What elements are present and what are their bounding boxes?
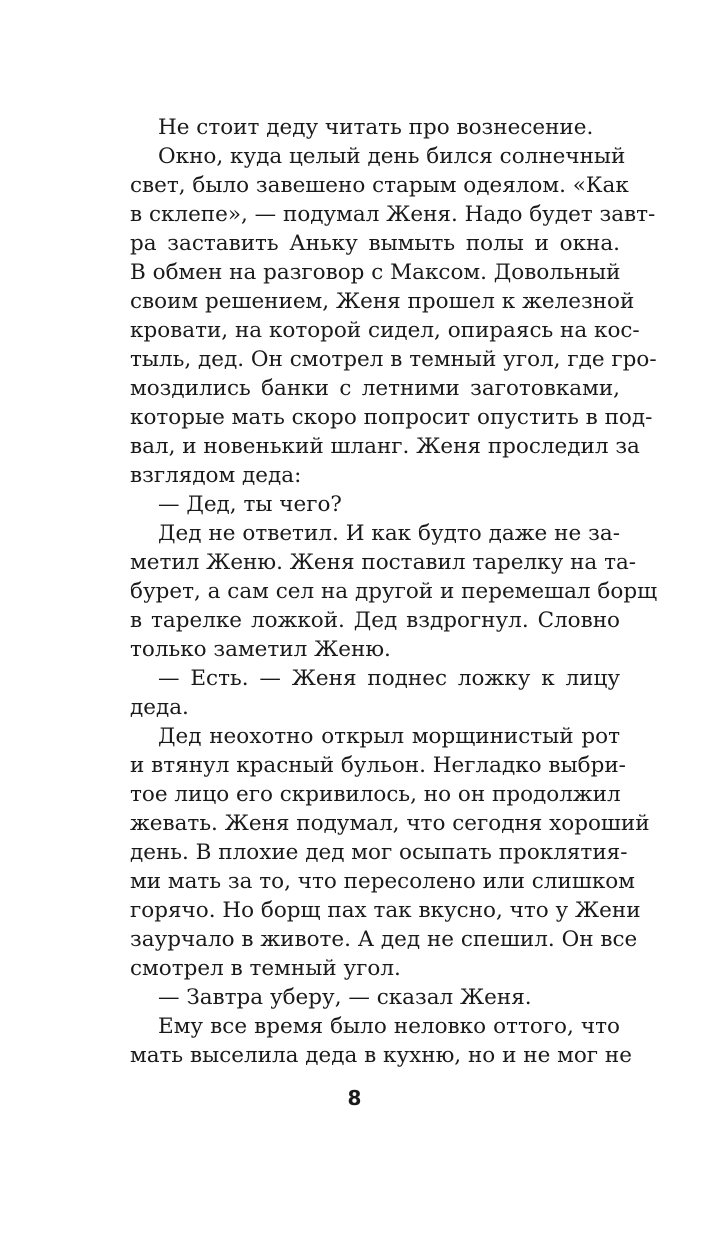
text-line: мать выселила деда в кухню, но и не мог не [130, 1043, 632, 1068]
text-line: день. В плохие дед мог осыпать проклятия- [130, 840, 628, 865]
text-line: бурет, а сам сел на другой и перемешал борщ [130, 579, 658, 604]
text-line: свет, было завешено старым одеялом. «Как [130, 173, 629, 198]
text-line: заурчало в животе. А дед не спешил. Он все [130, 927, 638, 952]
text-line: взглядом деда: [130, 463, 302, 488]
text-line: ми мать за то, что пересолено или слишком [130, 869, 635, 894]
text-line: моздились банки с летними заготовками, [130, 376, 620, 401]
page-number: 8 [347, 1086, 362, 1110]
text-line: ра заставить Аньку вымыть полы и окна. [130, 231, 620, 256]
text-line: Дед не ответил. И как будто даже не за- [158, 521, 620, 546]
text-line: жевать. Женя подумал, что сегодня хороший [130, 811, 650, 836]
text-line: тое лицо его скривилось, но он продолжил [130, 782, 621, 807]
text-line: и втянул красный бульон. Негладко выбри- [130, 753, 626, 778]
text-line: деда. [130, 695, 189, 720]
text-line: которые мать скоро попросит опустить в под- [130, 405, 653, 430]
text-line: вал, и новенький шланг. Женя проследил за [130, 434, 640, 459]
text-line: Окно, куда целый день бился солнечный [158, 144, 626, 169]
text-line: кровати, на которой сидел, опираясь на кос- [130, 318, 640, 343]
text-line: Не стоит деду читать про вознесение. [158, 115, 594, 140]
text-line: метил Женю. Женя поставил тарелку на та- [130, 550, 637, 575]
text-line: горячо. Но борщ пах так вкусно, что у Жени [130, 898, 641, 923]
text-line: смотрел в темный угол. [130, 956, 401, 981]
text-line: в склепе», — подумал Женя. Надо будет завт- [130, 202, 656, 227]
text-line: В обмен на разговор с Максом. Довольный [130, 260, 621, 285]
text-line: — Завтра уберу, — сказал Женя. [158, 985, 532, 1010]
text-line: — Дед, ты чего? [158, 492, 342, 517]
text-line: Ему все время было неловко оттого, что [158, 1014, 620, 1039]
text-line: — Есть. — Женя поднес ложку к лицу [158, 666, 620, 691]
body-text [130, 113, 658, 1070]
text-line: в тарелке ложкой. Дед вздрогнул. Словно [130, 608, 620, 633]
text-line: своим решением, Женя прошел к железной [130, 289, 635, 314]
text-line: тыль, дед. Он смотрел в темный угол, где гро- [130, 347, 657, 372]
text-line: только заметил Женю. [130, 637, 391, 662]
text-line: Дед неохотно открыл морщинистый рот [158, 724, 620, 749]
